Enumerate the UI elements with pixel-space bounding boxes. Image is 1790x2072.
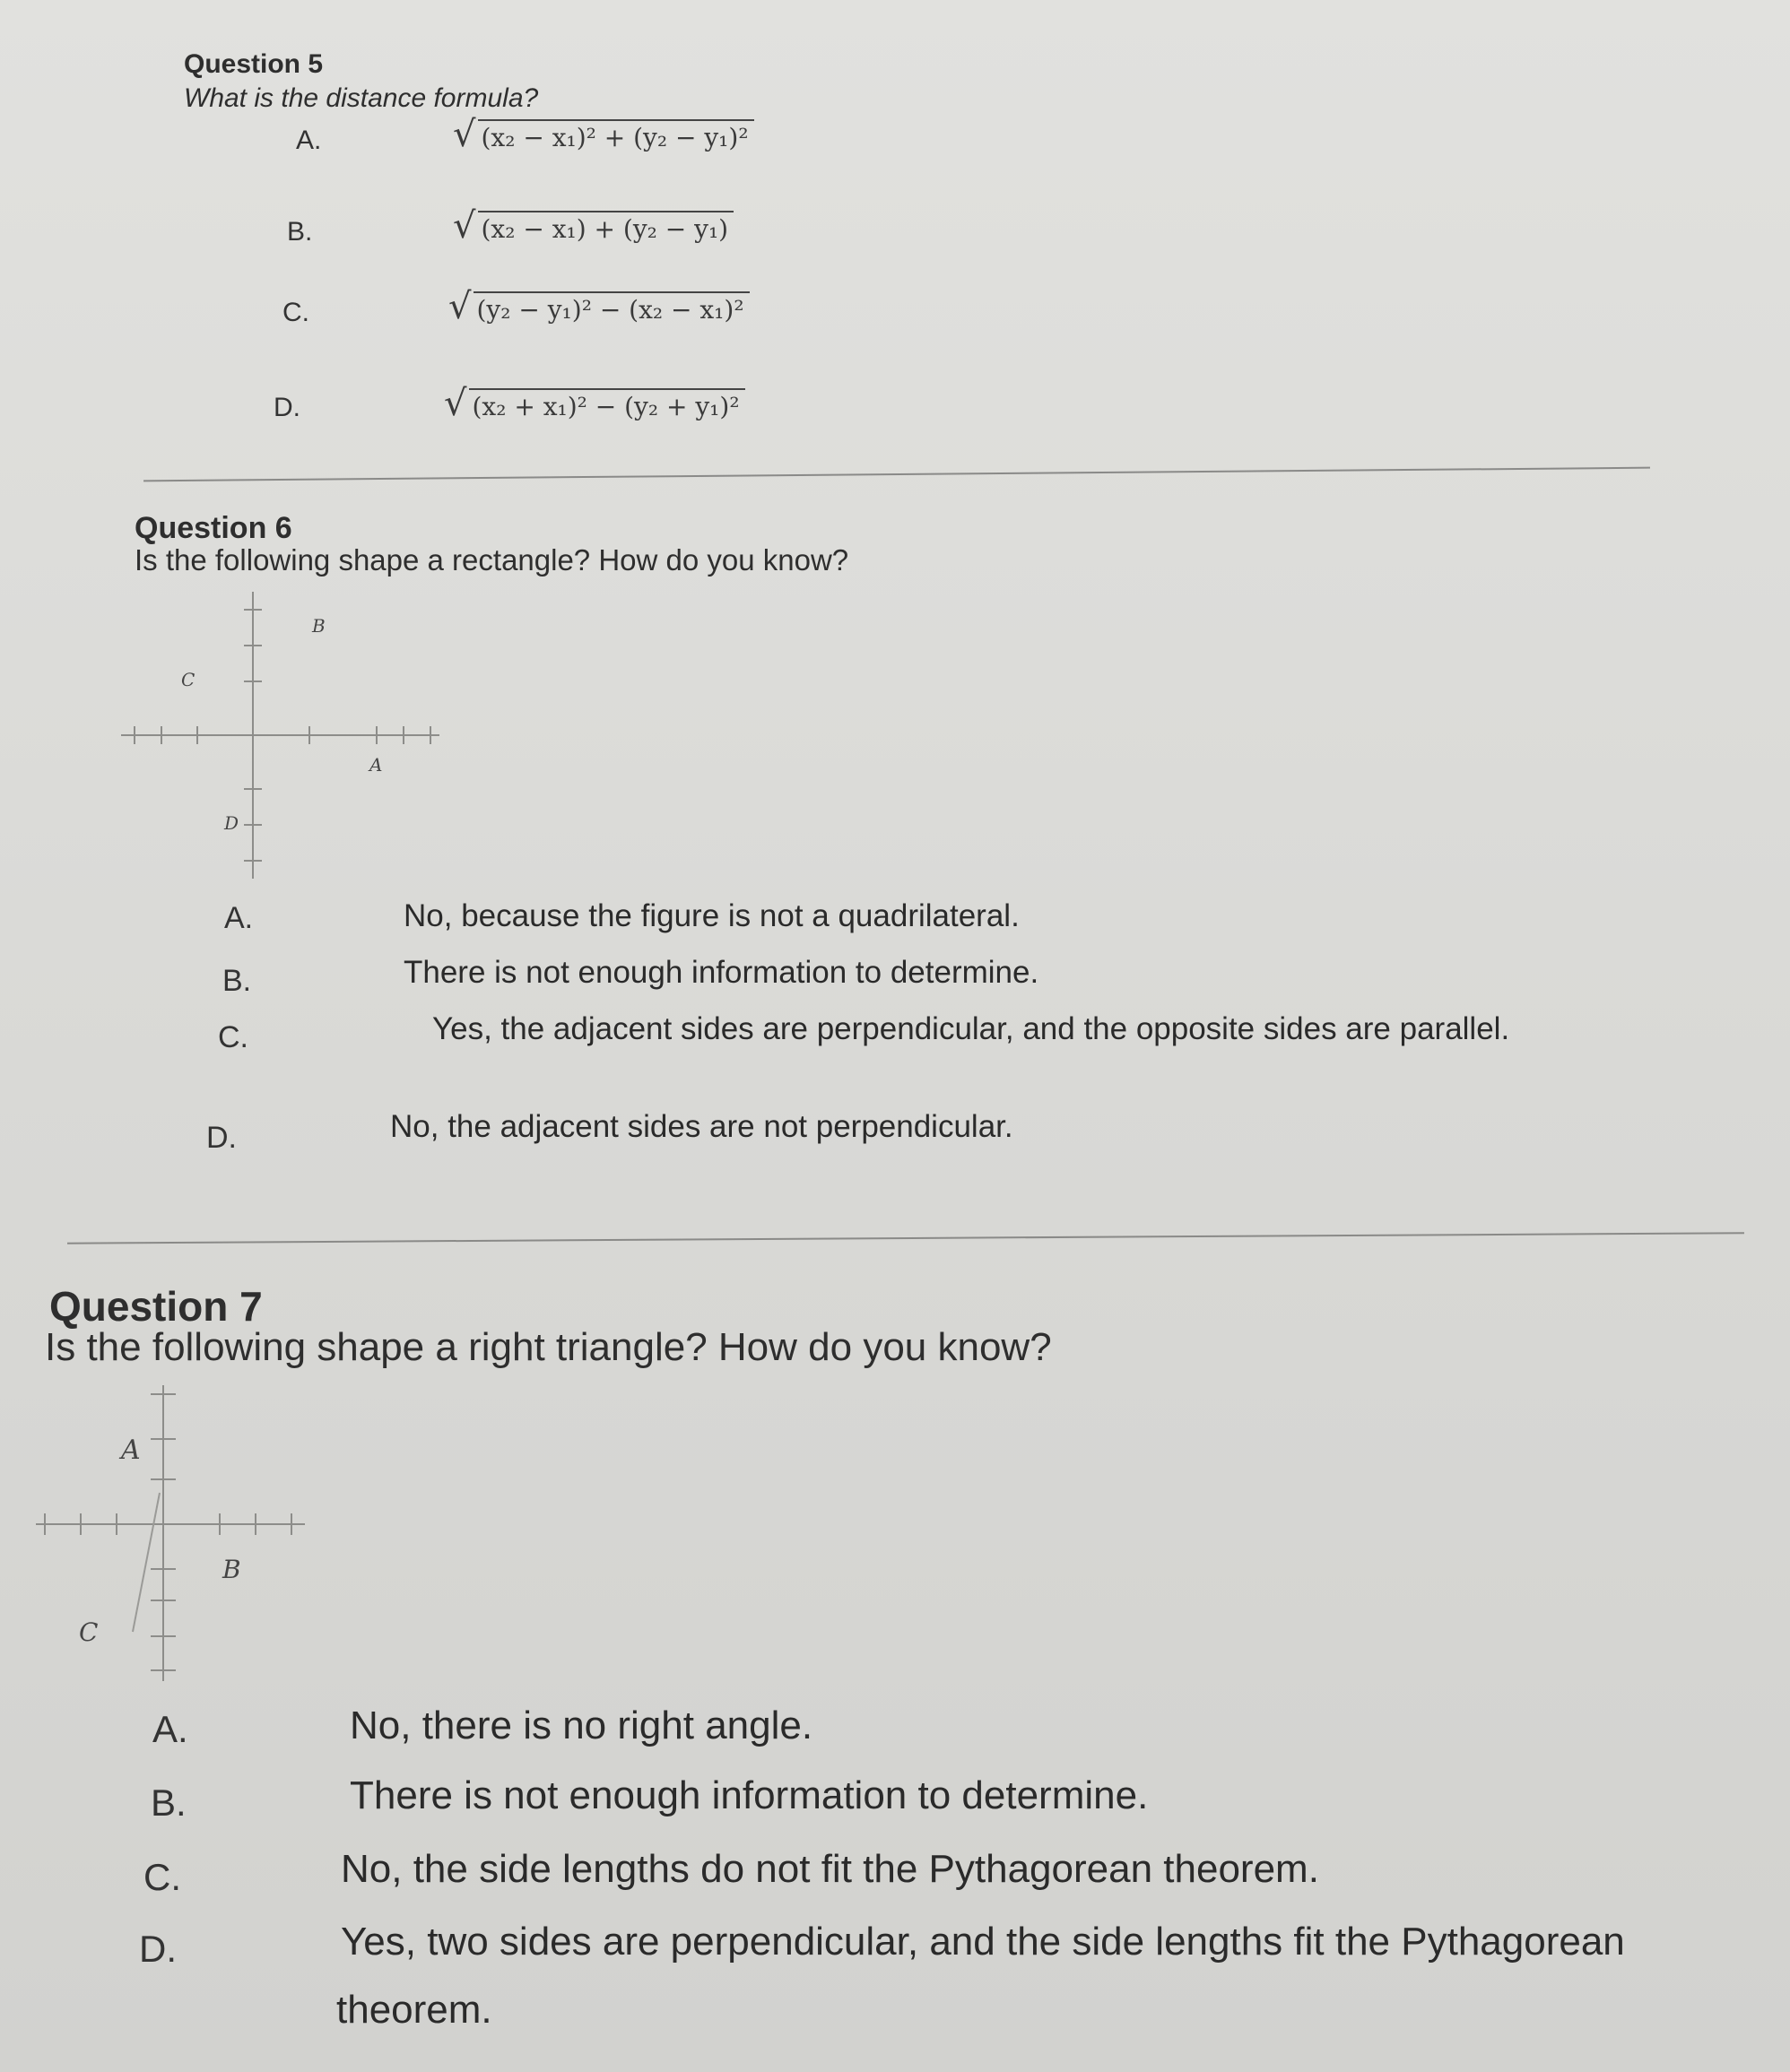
q5-option-d-formula[interactable] <box>444 383 745 424</box>
q6-coordinate-graph <box>117 592 457 888</box>
q7-option-d-letter[interactable]: D. <box>139 1928 177 1970</box>
radical-icon: √ <box>448 286 472 327</box>
q6-option-a-letter[interactable]: A. <box>224 901 254 935</box>
radical-icon: √ <box>453 114 476 155</box>
q6-option-d-text[interactable]: No, the adjacent sides are not perpendicular. <box>390 1109 1013 1144</box>
q5-option-c-letter[interactable]: C. <box>282 298 309 327</box>
divider-q5-q6 <box>143 467 1650 482</box>
q5-option-b-radicand: (x₂ − x₁) + (y₂ − y₁) <box>478 211 734 244</box>
q6-option-d-letter[interactable]: D. <box>206 1121 237 1155</box>
q5-option-d-radicand: (x₂ + x₁)² − (y₂ + y₁)² <box>469 388 745 421</box>
q7-option-c-letter[interactable]: C. <box>143 1856 181 1898</box>
q5-option-d-letter[interactable]: D. <box>274 393 300 422</box>
question-5-title: Question 5 <box>184 49 324 79</box>
q6-point-b-label: B <box>312 615 326 637</box>
q6-point-a-label: A <box>369 754 383 776</box>
q7-point-a-label: A <box>121 1435 141 1466</box>
q6-option-b-text[interactable]: There is not enough information to determine. <box>404 955 1039 990</box>
question-7-prompt: Is the following shape a right triangle? How do you know? <box>45 1325 1052 1369</box>
question-5-prompt: What is the distance formula? <box>184 83 539 113</box>
q7-option-c-text[interactable]: No, the side lengths do not fit the Pythagorean theorem. <box>341 1847 1319 1891</box>
q6-option-a-text[interactable]: No, because the figure is not a quadrilateral. <box>404 898 1020 933</box>
q7-point-c-label: C <box>79 1617 99 1647</box>
q7-coordinate-graph <box>27 1385 323 1690</box>
q7-option-b-text[interactable]: There is not enough information to determine. <box>350 1773 1149 1817</box>
q7-option-a-letter[interactable]: A. <box>152 1708 188 1750</box>
q5-option-b-formula[interactable] <box>453 205 734 247</box>
q6-point-c-label: C <box>181 669 196 690</box>
q5-option-a-formula[interactable] <box>453 114 754 155</box>
question-7-title: Question 7 <box>49 1283 263 1330</box>
q6-option-b-letter[interactable]: B. <box>222 964 252 998</box>
q6-option-c-letter[interactable]: C. <box>218 1020 248 1054</box>
q7-point-b-label: B <box>222 1555 241 1584</box>
q7-triangle-side <box>133 1493 160 1632</box>
q6-point-d-label: D <box>224 812 239 834</box>
question-6-prompt: Is the following shape a rectangle? How do you know? <box>135 543 849 577</box>
q5-option-b-letter[interactable]: B. <box>287 217 313 247</box>
divider-q6-q7 <box>67 1232 1744 1244</box>
q5-option-c-formula[interactable] <box>448 286 750 327</box>
q7-option-a-text[interactable]: No, there is no right angle. <box>350 1704 813 1747</box>
q5-option-a-radicand: (x₂ − x₁)² + (y₂ − y₁)² <box>478 119 754 152</box>
q5-option-a-letter[interactable]: A. <box>296 126 322 155</box>
q7-option-d-text[interactable]: Yes, two sides are perpendicular, and the side lengths fit the Pythagorean theorem. <box>336 1920 1625 2032</box>
q5-option-c-radicand: (y₂ − y₁)² − (x₂ − x₁)² <box>474 291 750 325</box>
radical-icon: √ <box>453 205 476 247</box>
q6-option-c-text[interactable]: Yes, the adjacent sides are perpendicular, and the opposite sides are parallel. <box>432 1011 1510 1046</box>
q7-option-b-letter[interactable]: B. <box>151 1782 187 1824</box>
radical-icon: √ <box>444 383 467 424</box>
question-6-title: Question 6 <box>135 511 292 545</box>
